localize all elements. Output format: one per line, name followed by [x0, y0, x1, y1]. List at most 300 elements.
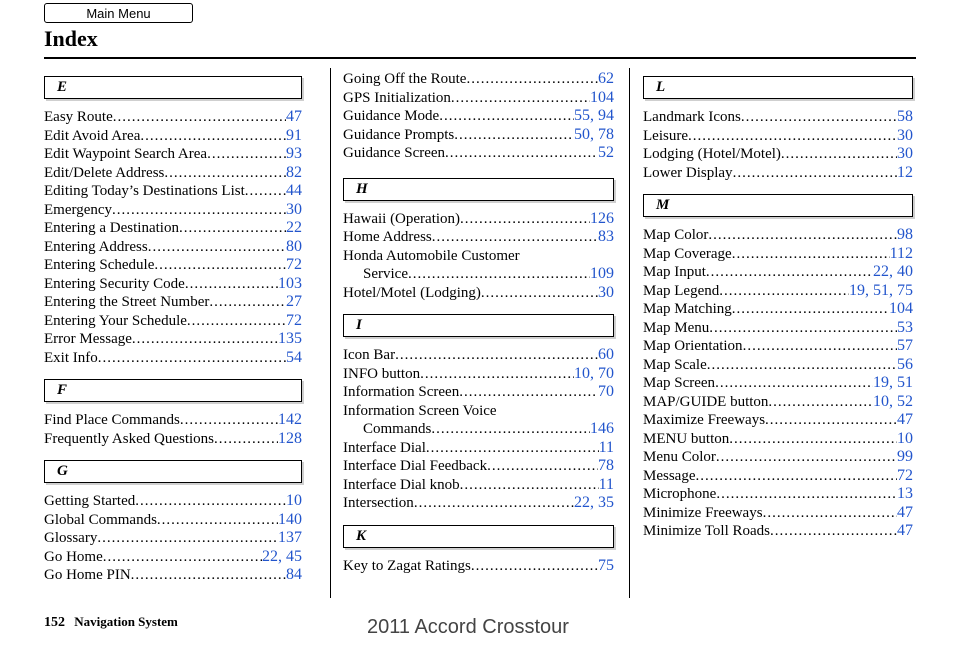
page-link[interactable]: 22: [262, 547, 278, 565]
page-refs: [286, 312, 302, 330]
index-entry-term: Interface Dial knob: [343, 476, 460, 493]
page-link[interactable]: 72: [897, 466, 913, 484]
page-refs: [286, 293, 302, 311]
dot-leader: [180, 411, 278, 429]
dot-leader: [460, 210, 590, 228]
index-entry-term: Hawaii (Operation): [343, 210, 461, 227]
dot-leader: [112, 201, 286, 219]
index-entry: [343, 107, 614, 125]
page-link[interactable]: 52: [598, 144, 614, 161]
index-entry: [343, 210, 614, 228]
page-link[interactable]: 11: [598, 475, 614, 493]
index-entry-term: Lower Display: [643, 164, 733, 181]
dot-leader: [688, 127, 897, 145]
page-refs: [286, 566, 302, 584]
dot-leader: [113, 108, 286, 126]
page-refs: [286, 219, 302, 237]
index-entry-term: Easy Route: [44, 109, 113, 125]
document-name: Navigation System: [74, 614, 178, 629]
page-link[interactable]: 54: [286, 348, 302, 366]
index-entry: [643, 300, 913, 318]
index-entry-term: Map Scale: [643, 356, 707, 373]
section-header-m: M: [643, 194, 913, 217]
page-link[interactable]: 30: [286, 200, 302, 218]
page-refs: [590, 265, 614, 283]
dot-leader: [732, 245, 890, 263]
page-link[interactable]: 72: [286, 311, 302, 329]
index-entry: [643, 282, 913, 300]
index-entry-term: Guidance Screen: [343, 145, 446, 161]
page-link[interactable]: 128: [278, 429, 302, 447]
index-entry: [343, 457, 614, 475]
page-refs: [897, 226, 913, 244]
page-refs: [890, 245, 913, 263]
index-entry-term: Honda Automobile Customer: [343, 247, 520, 264]
page-link[interactable]: 53: [897, 318, 913, 336]
page-refs: [599, 439, 614, 457]
dot-leader: [716, 448, 897, 466]
page-link[interactable]: 10: [873, 392, 889, 410]
page-ref-separator: ,: [590, 107, 598, 124]
page-refs: [286, 182, 302, 200]
index-entry: [44, 145, 302, 163]
page-refs: [849, 282, 913, 300]
index-entry: [643, 374, 913, 392]
page-ref-separator: ,: [889, 374, 897, 391]
page-link[interactable]: 93: [286, 145, 302, 162]
index-entry: [643, 164, 913, 182]
page-link[interactable]: 10: [574, 364, 590, 382]
page-link[interactable]: 22: [286, 219, 302, 236]
index-entry: [343, 89, 614, 107]
index-entry-term: Entering Schedule: [44, 257, 155, 273]
dot-leader: [439, 107, 574, 125]
dot-leader: [451, 89, 590, 107]
index-entry-term: Edit Waypoint Search Area: [44, 146, 208, 162]
page-title: Index: [44, 26, 98, 51]
dot-leader: [98, 349, 286, 367]
index-entry-term: Lodging (Hotel/Motel): [643, 146, 781, 162]
index-entry: [44, 312, 302, 330]
page-refs: [590, 420, 614, 438]
page-refs: [897, 337, 913, 355]
index-entry: [44, 430, 302, 448]
page-refs: [278, 511, 302, 529]
dot-leader: [214, 430, 278, 448]
index-entry-term: Going Off the Route: [343, 71, 467, 87]
index-entry: [643, 393, 913, 411]
page-link[interactable]: 58: [897, 108, 913, 125]
index-entry-term: Map Orientation: [643, 338, 743, 354]
dot-leader: [135, 492, 286, 510]
index-entry: [44, 182, 302, 200]
index-entry: [343, 228, 614, 246]
dot-leader: [164, 164, 286, 182]
index-entry-term: Go Home PIN: [44, 567, 131, 583]
dot-leader: [154, 256, 286, 274]
page-link[interactable]: 22: [873, 263, 889, 280]
index-entry: [643, 108, 913, 126]
page-refs: [286, 145, 302, 163]
page-link[interactable]: 75: [598, 556, 614, 574]
index-entry-term: Getting Started: [44, 493, 136, 509]
dot-leader: [716, 485, 897, 503]
dot-leader: [481, 284, 598, 302]
dot-leader: [729, 430, 897, 448]
dot-leader: [743, 337, 897, 355]
page-link[interactable]: 72: [286, 256, 302, 273]
page-refs: [897, 319, 913, 337]
index-entry: [44, 293, 302, 311]
index-entry: [343, 439, 614, 457]
dot-leader: [140, 127, 286, 145]
page-refs: [897, 448, 913, 466]
page-link[interactable]: 126: [590, 209, 614, 227]
page-link[interactable]: 47: [286, 108, 302, 125]
page-link[interactable]: 84: [286, 566, 302, 583]
index-entry-term: Entering the Street Number: [44, 294, 210, 310]
index-entry-term: INFO button: [343, 365, 421, 382]
dot-leader: [770, 522, 897, 540]
page-refs: [897, 145, 913, 163]
page-ref-separator: ,: [278, 547, 286, 565]
page-link[interactable]: 80: [286, 237, 302, 255]
dot-leader: [466, 70, 598, 88]
index-entry: [44, 529, 302, 547]
index-entry-term: Map Input: [643, 264, 706, 280]
page-link[interactable]: 140: [278, 510, 302, 528]
dot-leader: [708, 226, 897, 244]
page-link[interactable]: 51: [897, 374, 913, 391]
page-link[interactable]: 47: [897, 503, 913, 521]
index-entry-term: Glossary: [44, 530, 98, 546]
dot-leader: [157, 511, 278, 529]
page-refs: [897, 108, 913, 126]
page-refs: [889, 300, 913, 318]
page-refs: [598, 346, 614, 364]
dot-leader: [431, 420, 590, 438]
index-entry: [643, 448, 913, 466]
page-link[interactable]: 22: [574, 494, 590, 511]
index-entry: [343, 284, 614, 302]
page-link[interactable]: 146: [590, 420, 614, 437]
index-entry-term: Guidance Prompts: [343, 126, 455, 143]
page-refs: [897, 411, 913, 429]
page-refs: [574, 494, 614, 512]
page-link[interactable]: 51: [873, 281, 889, 299]
index-entry: [643, 319, 913, 337]
page-refs: [598, 144, 614, 162]
index-entry-term: Error Message: [44, 331, 132, 347]
index-entry: [44, 219, 302, 237]
dot-leader: [471, 557, 598, 575]
page-link[interactable]: 50: [574, 125, 590, 143]
index-entry: [343, 346, 614, 364]
index-entry: [343, 476, 614, 494]
dot-leader: [741, 108, 897, 126]
index-entry: [343, 557, 614, 575]
page-refs: [873, 393, 913, 411]
title-rule: [44, 57, 916, 59]
index-entry-term: Entering Your Schedule: [44, 312, 187, 329]
index-entry: [643, 485, 913, 503]
page-link[interactable]: 62: [598, 70, 614, 87]
section-header-k: K: [343, 525, 614, 548]
dot-leader: [185, 275, 278, 293]
page-refs: [873, 263, 913, 281]
dot-leader: [395, 346, 598, 364]
page-refs: [286, 164, 302, 182]
page-refs: [278, 411, 302, 429]
index-entry-term-cont: Service: [363, 266, 408, 282]
page-link[interactable]: 12: [897, 163, 913, 181]
dot-leader: [445, 144, 598, 162]
dot-leader: [131, 566, 286, 584]
page-refs: [574, 365, 614, 383]
index-entry-term: Map Color: [643, 227, 709, 243]
page-link[interactable]: 78: [598, 457, 614, 474]
page-link[interactable]: 82: [286, 163, 302, 181]
page-link[interactable]: 27: [286, 293, 302, 310]
index-entry-term: Map Legend: [643, 282, 720, 299]
index-entry: [643, 411, 913, 429]
index-entry: [643, 263, 913, 281]
index-entry: [643, 145, 913, 163]
page-link[interactable]: 13: [897, 485, 913, 502]
page-refs: [286, 256, 302, 274]
page-link[interactable]: 70: [598, 364, 614, 382]
index-entry: [44, 108, 302, 126]
dot-leader: [103, 548, 262, 566]
page-link[interactable]: 60: [598, 346, 614, 363]
page-refs: [897, 504, 913, 522]
page-refs: [286, 492, 302, 510]
page-refs: [574, 126, 614, 144]
page-number: 152: [44, 615, 65, 630]
index-entry-term: Frequently Asked Questions: [44, 430, 214, 447]
index-entry-term: Entering Security Code: [44, 275, 185, 292]
watermark: 2011 Accord Crosstour: [367, 616, 569, 638]
page-link[interactable]: 19: [849, 281, 865, 299]
index-entry-term: Minimize Freeways: [643, 504, 763, 521]
page-link[interactable]: 45: [286, 547, 302, 565]
page-link[interactable]: 40: [897, 263, 913, 280]
dot-leader: [414, 494, 574, 512]
page-link[interactable]: 10: [897, 429, 913, 447]
index-entry-term: Hotel/Motel (Lodging): [343, 284, 481, 301]
page-refs: [897, 164, 913, 182]
index-entry: [44, 411, 302, 429]
page-refs: [897, 485, 913, 503]
page-link[interactable]: 135: [278, 330, 302, 347]
page-refs: [598, 557, 614, 575]
dot-leader: [245, 182, 286, 200]
page-link[interactable]: 78: [598, 125, 614, 143]
page-ref-separator: ,: [889, 392, 897, 410]
page-refs: [590, 89, 614, 107]
index-entry: [343, 494, 614, 512]
page-link[interactable]: 142: [278, 411, 302, 428]
dot-leader: [454, 126, 574, 144]
page-refs: [278, 330, 302, 348]
page-ref-separator: ,: [590, 494, 598, 511]
index-entry-term: Edit/Delete Address: [44, 164, 165, 181]
index-entry-term: Information Screen Voice: [343, 402, 497, 419]
page-ref-separator: ,: [865, 281, 873, 299]
dot-leader: [709, 319, 897, 337]
index-entry-term: Message: [643, 467, 696, 484]
page-link[interactable]: 56: [897, 355, 913, 373]
index-entry-term: Icon Bar: [343, 347, 396, 363]
index-entry-term: MENU button: [643, 430, 730, 447]
index-entry: [643, 504, 913, 522]
index-entry: [343, 144, 614, 162]
dot-leader: [460, 476, 599, 494]
index-entry: [643, 226, 913, 244]
page-link[interactable]: 91: [286, 126, 302, 144]
page-refs: [598, 284, 614, 302]
page-refs: [598, 70, 614, 88]
page-refs: [873, 374, 913, 392]
dot-leader: [765, 411, 897, 429]
index-entry-term: Exit Info: [44, 349, 98, 366]
page-ref-separator: ,: [590, 125, 598, 143]
dot-leader: [209, 293, 286, 311]
dot-leader: [432, 228, 598, 246]
index-entry-term: Global Commands: [44, 511, 157, 528]
page-refs: [598, 457, 614, 475]
index-entry-term: Interface Dial Feedback: [343, 458, 488, 474]
dot-leader: [768, 393, 873, 411]
page-link[interactable]: 30: [598, 283, 614, 301]
dot-leader: [459, 383, 598, 401]
page-link[interactable]: 70: [598, 383, 614, 400]
page-link[interactable]: 137: [278, 529, 302, 546]
dot-leader: [148, 238, 286, 256]
page-refs: [598, 383, 614, 401]
page-link[interactable]: 35: [598, 494, 614, 511]
index-entry-term: Entering a Destination: [44, 220, 179, 236]
section-header-h: H: [343, 178, 614, 201]
page-footer: [44, 614, 178, 631]
dot-leader: [420, 365, 574, 383]
index-entry-term: Leisure: [643, 127, 688, 144]
index-entry: [44, 511, 302, 529]
page-link[interactable]: 55: [574, 107, 590, 124]
index-entry: [343, 420, 614, 438]
index-entry-term: Intersection: [343, 495, 414, 511]
page-link[interactable]: 104: [889, 300, 913, 317]
page-link[interactable]: 109: [590, 265, 614, 282]
page-link[interactable]: 57: [897, 337, 913, 354]
index-entry-term: MAP/GUIDE button: [643, 393, 769, 410]
index-entry: [44, 492, 302, 510]
index-entry-term: Map Matching: [643, 301, 732, 317]
dot-leader: [179, 219, 286, 237]
page-refs: [897, 356, 913, 374]
index-entry: [44, 566, 302, 584]
dot-leader: [719, 282, 849, 300]
page-refs: [897, 430, 913, 448]
page-link[interactable]: 10: [286, 492, 302, 509]
index-entry: [343, 70, 614, 88]
page-link[interactable]: 83: [598, 228, 614, 245]
dot-leader: [733, 164, 897, 182]
page-refs: [574, 107, 614, 125]
page-refs: [278, 275, 302, 293]
column-divider: [629, 68, 630, 598]
page-ref-separator: ,: [889, 263, 897, 280]
index-entry: [343, 126, 614, 144]
page-refs: [897, 522, 913, 540]
page-refs: [897, 467, 913, 485]
page-refs: [286, 108, 302, 126]
page-ref-separator: ,: [889, 281, 897, 299]
dot-leader: [487, 457, 598, 475]
index-entry: [44, 256, 302, 274]
index-entry-term: Guidance Mode: [343, 108, 440, 124]
index-entry-term: Entering Address: [44, 238, 148, 255]
index-entry: [44, 349, 302, 367]
index-entry-term: Map Coverage: [643, 245, 732, 262]
page-link[interactable]: 104: [590, 88, 614, 106]
index-entry-term: Microphone: [643, 486, 717, 502]
page-link[interactable]: 112: [889, 244, 913, 262]
page-link[interactable]: 47: [897, 522, 913, 539]
section-header-e: E: [44, 76, 302, 99]
index-entry: [44, 164, 302, 182]
page-link[interactable]: 52: [897, 392, 913, 410]
index-entry: [44, 127, 302, 145]
dot-leader: [715, 374, 873, 392]
main-menu-button[interactable]: Main Menu: [44, 3, 193, 23]
dot-leader: [426, 439, 599, 457]
dot-leader: [763, 504, 897, 522]
section-header-g: G: [44, 460, 302, 483]
index-entry: [343, 265, 614, 283]
page-link[interactable]: 19: [873, 374, 889, 391]
page-link[interactable]: 44: [286, 182, 302, 199]
page-refs: [262, 548, 302, 566]
page-link[interactable]: 47: [897, 411, 913, 428]
page-link[interactable]: 99: [897, 448, 913, 465]
page-link[interactable]: 98: [897, 226, 913, 243]
page-link[interactable]: 30: [897, 145, 913, 162]
column-divider: [330, 68, 331, 598]
index-entry-term: Landmark Icons: [643, 109, 741, 125]
page-link[interactable]: 94: [598, 107, 614, 124]
dot-leader: [706, 263, 873, 281]
dot-leader: [97, 529, 278, 547]
index-entry-term: GPS Initialization: [343, 89, 451, 106]
page-refs: [598, 228, 614, 246]
index-entry-term: Map Menu: [643, 319, 710, 336]
dot-leader: [696, 467, 898, 485]
page-refs: [286, 201, 302, 219]
section-header-f: F: [44, 379, 302, 402]
dot-leader: [408, 265, 590, 283]
index-entry: [44, 275, 302, 293]
page-link[interactable]: 103: [278, 274, 302, 292]
index-entry: [643, 467, 913, 485]
index-entry-term-cont: Commands: [363, 421, 432, 437]
index-entry: [44, 201, 302, 219]
index-entry-term: Emergency: [44, 201, 113, 218]
page-link[interactable]: 11: [598, 438, 614, 456]
page-link[interactable]: 75: [897, 281, 913, 299]
page-refs: [897, 127, 913, 145]
page-link[interactable]: 30: [897, 126, 913, 144]
